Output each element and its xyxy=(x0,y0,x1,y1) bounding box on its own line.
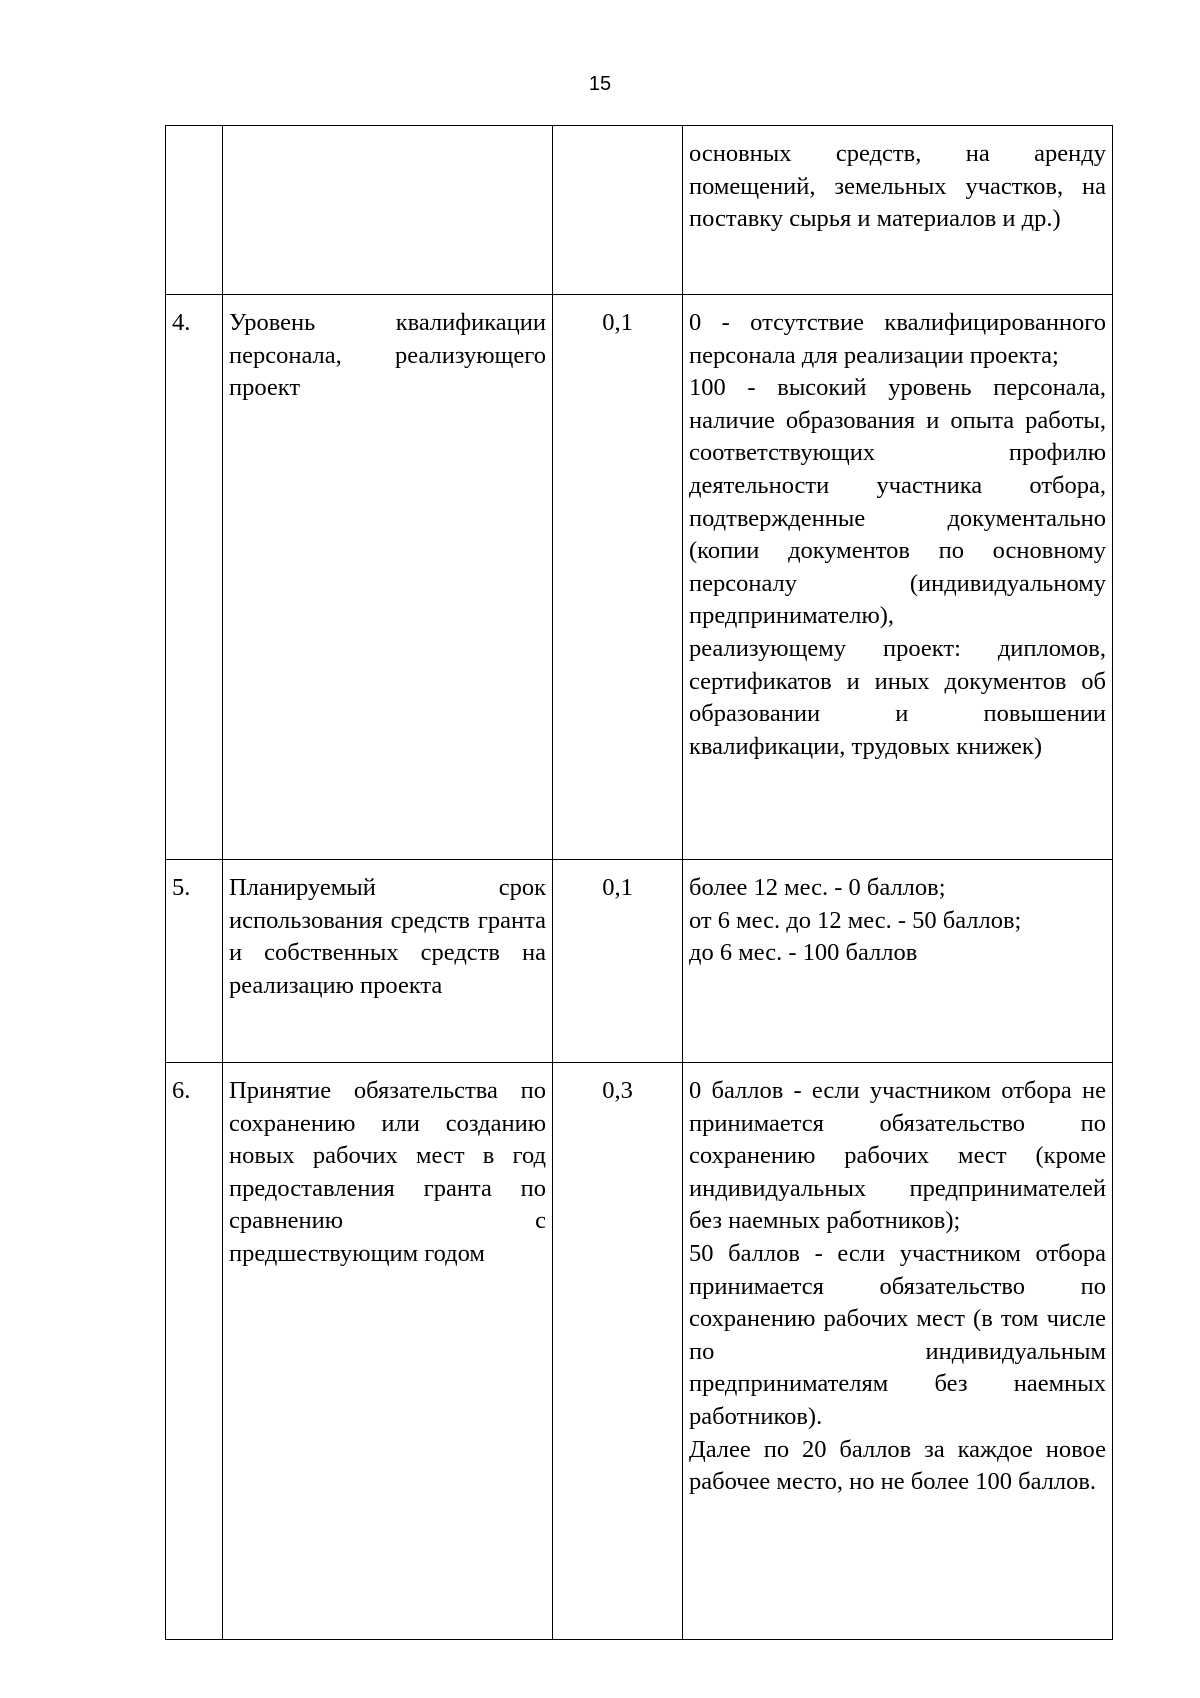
description-paragraph: 0 баллов - если участником отбора не принимается обязательство по сохранению рабочих мест (кроме индивидуальных предпринимателей без наемных работников); xyxy=(689,1077,1106,1235)
criterion-weight: 0,1 xyxy=(553,860,683,1063)
row-number: 5. xyxy=(166,860,223,1063)
table-row xyxy=(166,1063,1113,1640)
page-number: 15 xyxy=(588,73,612,95)
criterion-weight: 0,3 xyxy=(553,1063,683,1640)
criterion-name: Принятие обязательства по сохранению или созданию новых рабочих мест в год предоставления гранта по сравнению с предшествующим годом xyxy=(223,1063,553,1640)
criterion-weight: 0,1 xyxy=(553,295,683,860)
criterion-description xyxy=(683,126,1113,295)
description-paragraph: 0 - отсутствие квалифицированного персонала для реализации проекта; xyxy=(689,309,1106,369)
description-paragraph: Далее по 20 баллов за каждое новое рабочее место, но не более 100 баллов. xyxy=(689,1435,1106,1496)
criterion-name xyxy=(223,126,553,295)
row-number: 6. xyxy=(166,1063,223,1640)
row-number: 4. xyxy=(166,295,223,860)
criterion-description xyxy=(683,860,1113,1063)
table-row xyxy=(166,860,1113,1063)
criterion-description xyxy=(683,1063,1113,1640)
description-paragraph: от 6 мес. до 12 мес. - 50 баллов; xyxy=(689,906,1022,934)
table-row xyxy=(166,126,1113,295)
description-paragraph: до 6 мес. - 100 баллов xyxy=(689,939,918,967)
row-number xyxy=(166,126,223,295)
criterion-description xyxy=(683,295,1113,860)
description-paragraph: 50 баллов - если участником отбора принимается обязательство по сохранению рабочих мест (в том числе по индивидуальным предпринимателям без наемных работников). xyxy=(689,1239,1106,1430)
criteria-table xyxy=(165,125,1113,1640)
table-row xyxy=(166,295,1113,860)
description-paragraph: основных средств, на аренду помещений, земельных участков, на поставку сырья и материалов и др.) xyxy=(689,140,1106,233)
description-paragraph: более 12 мес. - 0 баллов; xyxy=(689,874,946,901)
criterion-name: Уровень квалификации персонала, реализующего проект xyxy=(223,295,553,860)
description-paragraph: реализующему проект: дипломов, сертификатов и иных документов об образовании и повышении квалификации, трудовых книжек) xyxy=(689,634,1106,760)
criterion-name: Планируемый срок использования средств гранта и собственных средств на реализацию проекта xyxy=(223,860,553,1063)
criterion-weight xyxy=(553,126,683,295)
description-paragraph: 100 - высокий уровень персонала, наличие образования и опыта работы, соответствующих профилю деятельности участника отбора, подтвержденные документально (копии документов по основному персоналу (индивидуальному предпринимателю), xyxy=(689,374,1106,630)
